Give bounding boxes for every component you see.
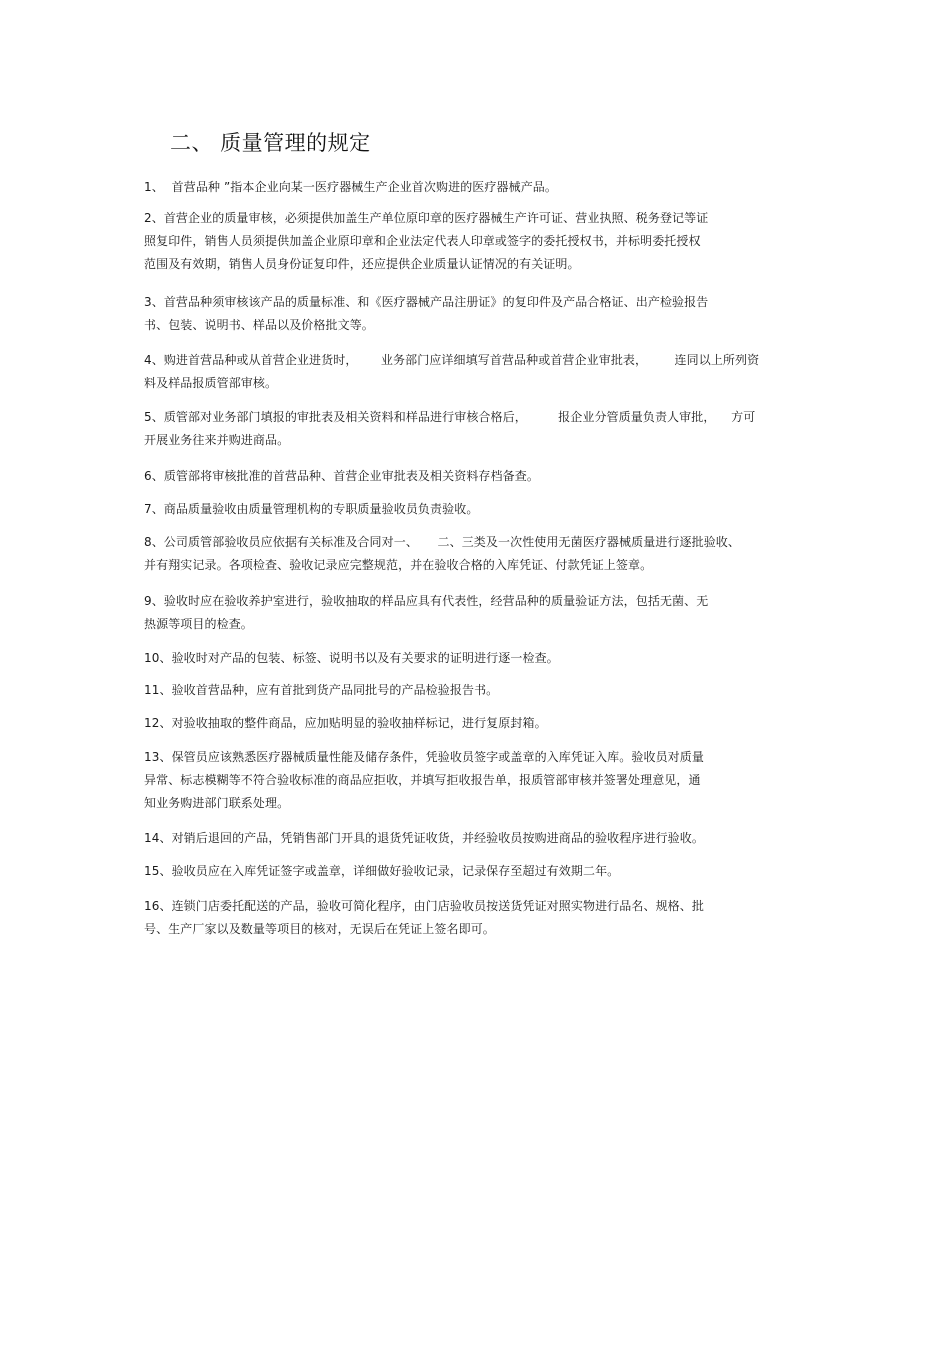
rule-paragraph-1 — [144, 176, 557, 199]
paragraph-line: 4、购进首营品种或从首营企业进货时， 业务部门应详细填写首营品种或首营企业审批表， 连同以上所列资 — [144, 353, 760, 367]
paragraph-line: 开展业务往来并购进商品。 — [144, 433, 290, 447]
paragraph-line: 料及样品报质管部审核。 — [144, 376, 278, 390]
paragraph-line: 热源等项目的检查。 — [144, 617, 253, 631]
paragraph-line: 异常、标志模糊等不符合验收标准的商品应拒收，并填写拒收报告单，报质管部审核并签署处理意见，通 — [144, 773, 701, 787]
rule-paragraph-11 — [144, 679, 498, 702]
paragraph-line: 8、公司质管部验收员应依据有关标准及合同对一、 二、三类及一次性使用无菌医疗器械质量进行逐批验收、 — [144, 535, 741, 549]
paragraph-line: 9、验收时应在验收养护室进行，验收抽取的样品应具有代表性，经营品种的质量验证方法，包括无菌、无 — [144, 594, 709, 608]
paragraph-line: 照复印件，销售人员须提供加盖企业原印章和企业法定代表人印章或签字的委托授权书，并标明委托授权 — [144, 234, 701, 248]
rule-paragraph-13 — [144, 746, 704, 815]
rule-paragraph-10 — [144, 647, 559, 670]
paragraph-line: 10、验收时对产品的包装、标签、说明书以及有关要求的证明进行逐一检查。 — [144, 651, 559, 665]
paragraph-line: 并有翔实记录。各项检查、验收记录应完整规范，并在验收合格的入库凭证、付款凭证上签章。 — [144, 558, 653, 572]
paragraph-line: 13、保管员应该熟悉医疗器械质量性能及储存条件，凭验收员签字或盖章的入库凭证入库。验收员对质量 — [144, 750, 704, 764]
rule-paragraph-14 — [144, 827, 704, 850]
paragraph-line: 1、 首营品种 ”指本企业向某一医疗器械生产企业首次购进的医疗器械产品。 — [144, 180, 557, 194]
paragraph-line: 5、质管部对业务部门填报的审批表及相关资料和样品进行审核合格后， 报企业分管质量负责人审批， 方可 — [144, 410, 756, 424]
paragraph-line: 16、连锁门店委托配送的产品，验收可简化程序，由门店验收员按送货凭证对照实物进行品名、规格、批 — [144, 899, 704, 913]
paragraph-line: 范围及有效期，销售人员身份证复印件，还应提供企业质量认证情况的有关证明。 — [144, 257, 580, 271]
paragraph-line: 2、首营企业的质量审核，必须提供加盖生产单位原印章的医疗器械生产许可证、营业执照、税务登记等证 — [144, 211, 709, 225]
paragraph-line: 书、包装、说明书、样品以及价格批文等。 — [144, 318, 374, 332]
paragraph-line: 15、验收员应在入库凭证签字或盖章，详细做好验收记录，记录保存至超过有效期二年。 — [144, 864, 620, 878]
paragraph-line: 14、对销后退回的产品，凭销售部门开具的退货凭证收货，并经验收员按购进商品的验收程序进行验收。 — [144, 831, 704, 845]
paragraph-line: 11、验收首营品种，应有首批到货产品同批号的产品检验报告书。 — [144, 683, 499, 697]
paragraph-line: 12、对验收抽取的整件商品，应加贴明显的验收抽样标记，进行复原封箱。 — [144, 716, 547, 730]
rule-paragraph-2 — [144, 207, 708, 276]
section-title: 二、 质量管理的规定 — [170, 131, 371, 155]
rule-paragraph-16 — [144, 895, 704, 941]
paragraph-line: 6、质管部将审核批准的首营品种、首营企业审批表及相关资料存档备查。 — [144, 469, 539, 483]
paragraph-line: 号、生产厂家以及数量等项目的核对，无误后在凭证上签名即可。 — [144, 922, 495, 936]
rule-paragraph-7 — [144, 498, 478, 521]
rule-paragraph-12 — [144, 712, 547, 735]
rule-paragraph-15 — [144, 860, 619, 883]
rule-paragraph-3 — [144, 291, 708, 337]
paragraph-line: 3、首营品种须审核该产品的质量标准、和《医疗器械产品注册证》的复印件及产品合格证、出产检验报告 — [144, 295, 709, 309]
rule-paragraph-4 — [144, 349, 759, 395]
rule-paragraph-9 — [144, 590, 708, 636]
rule-paragraph-8 — [144, 531, 740, 577]
paragraph-line: 知业务购进部门联系处理。 — [144, 796, 290, 810]
rule-paragraph-6 — [144, 465, 539, 488]
rule-paragraph-5 — [144, 406, 755, 452]
paragraph-line: 7、商品质量验收由质量管理机构的专职质量验收员负责验收。 — [144, 502, 479, 516]
